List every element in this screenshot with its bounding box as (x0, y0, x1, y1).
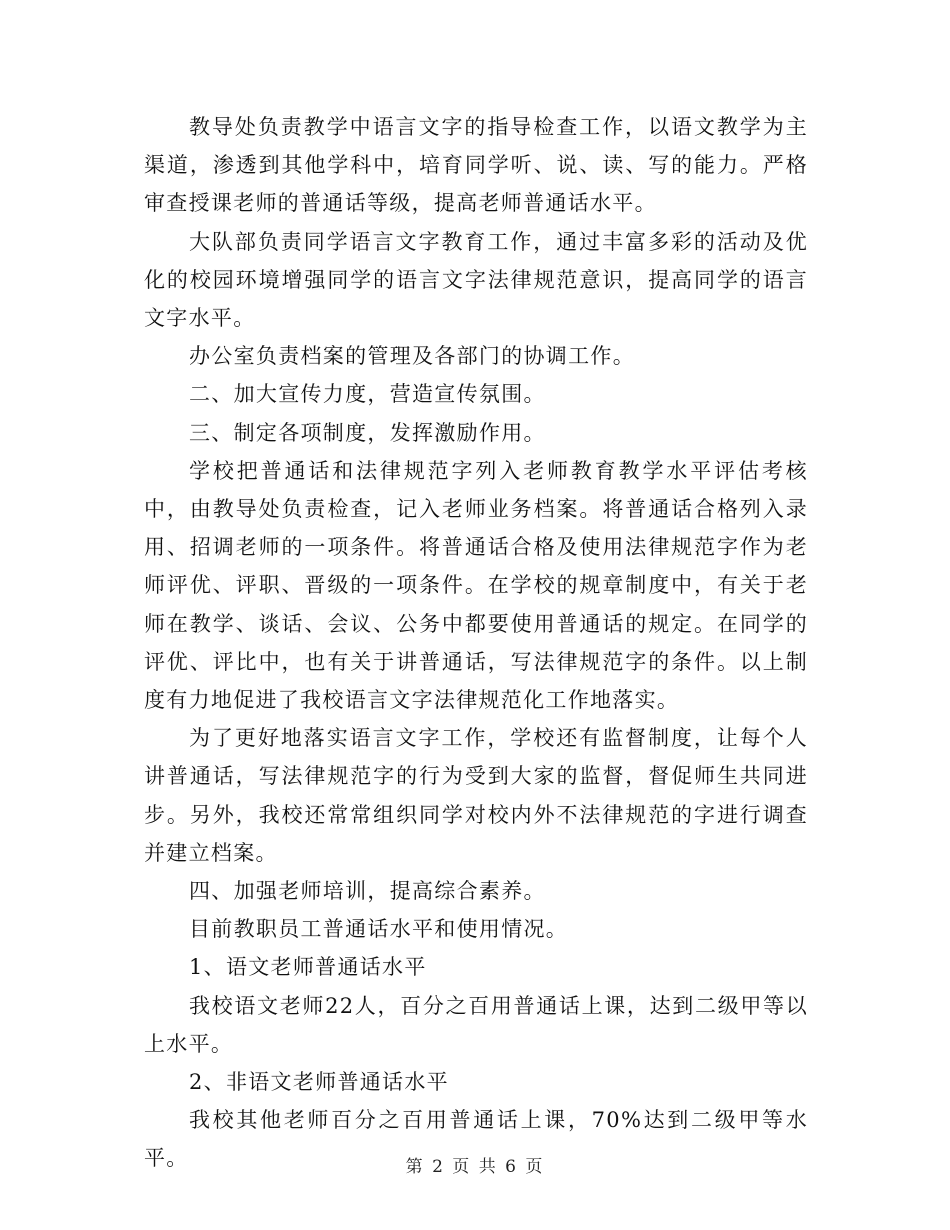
paragraph: 教导处负责教学中语言文字的指导检查工作，以语文教学为主渠道，渗透到其他学科中，培育同学听、说、读、写的能力。严格审查授课老师的普通话等级，提高老师普通话水平。 (144, 115, 808, 216)
paragraph: 我校其他老师百分之百用普通话上课，70%达到二级甲等水平。 (144, 1108, 808, 1171)
paragraph: 我校语文老师22人，百分之百用普通话上课，达到二级甲等以上水平。 (144, 993, 808, 1056)
subheading: 2、非语文老师普通话水平 (189, 1070, 449, 1095)
document-body (144, 108, 808, 1178)
paragraph: 大队部负责同学语言文字教育工作，通过丰富多彩的活动及优化的校园环境增强同学的语言文字法律规范意识，提高同学的语言文字水平。 (144, 229, 808, 331)
page-number-footer: 第 2 页 共 6 页 (405, 1157, 545, 1177)
paragraph: 办公室负责档案的管理及各部门的协调工作。 (189, 344, 635, 369)
paragraph: 学校把普通话和法律规范字列入老师教育教学水平评估考核中，由教导处负责检查，记入老师业务档案。将普通话合格列入录用、招调老师的一项条件。将普通话合格及使用法律规范字作为老师评优、评职、晋级的一项条件。在学校的规章制度中，有关于老师在教学、谈话、会议、公务中都要使用普通话的规定。在同学的评优、评比中，也有关于讲普通话，写法律规范字的条件。以上制度有力地促进了我校语言文字法律规范化工作地落实。 (144, 458, 808, 713)
paragraph: 为了更好地落实语言文字工作，学校还有监督制度，让每个人讲普通话，写法律规范字的行为受到大家的监督，督促师生共同进步。另外，我校还常常组织同学对校内外不法律规范的字进行调查并建立档案。 (144, 726, 808, 865)
section-heading: 二、加大宣传力度，营造宣传氛围。 (189, 382, 546, 407)
paragraph: 目前教职员工普通话水平和使用情况。 (189, 917, 569, 942)
section-heading: 四、加强老师培训，提高综合素养。 (189, 879, 546, 904)
section-heading: 三、制定各项制度，发挥激励作用。 (189, 420, 546, 445)
subheading: 1、语文老师普通话水平 (189, 955, 427, 980)
